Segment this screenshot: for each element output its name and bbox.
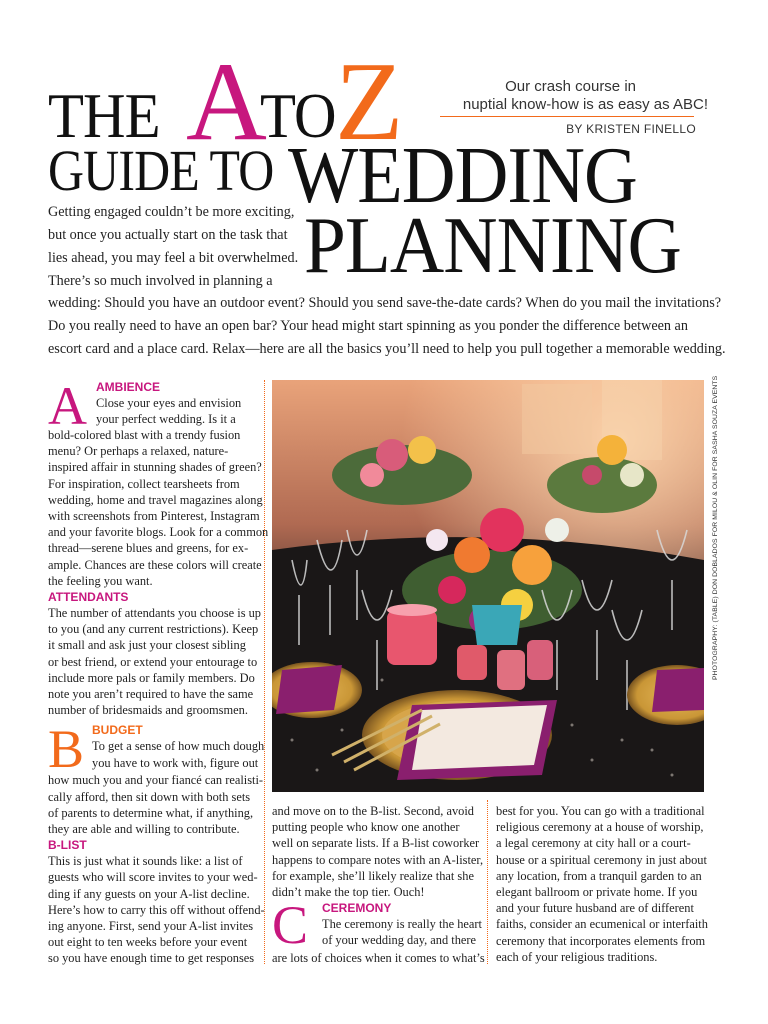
body-line: ceremony that incorporates elements from (496, 933, 706, 948)
body-line: For inspiration, collect tearsheets from (48, 476, 240, 491)
intro-line: but once you actually start on the task that (48, 227, 288, 243)
body-line: elegant ballroom or private home. If you (496, 885, 698, 900)
body-line: of your wedding day, and there (322, 933, 477, 948)
body-line: they are able and willing to contribute. (48, 822, 240, 837)
body-line: and your future husband are of different (496, 901, 694, 916)
body-line: number of bridesmaids and groomsmen. (48, 703, 248, 718)
title-letter-a: A (186, 40, 266, 164)
body-line: or best friend, or extend your entourage to (48, 654, 258, 669)
body-line: note you aren’t required to have the same (48, 687, 254, 702)
body-line: and move on to the B-list. Second, avoid (272, 804, 475, 818)
body-line: house or a spiritual ceremony in just about (496, 852, 707, 867)
heading-ceremony: CEREMONY (322, 901, 392, 916)
budget-block (48, 719, 265, 780)
body-line: religious ceremony at a house of worship, (496, 820, 704, 835)
body-line: out eight to ten weeks before your event (48, 935, 248, 950)
body-line: for example, she’ll likely realize that she (272, 868, 474, 883)
body-line: and your favorite blogs. Look for a common (48, 525, 269, 540)
column-3 (496, 803, 706, 965)
heading-attendants: ATTENDANTS (48, 590, 129, 605)
body-line: your perfect wedding. Is it a (96, 412, 236, 427)
intro-paragraph-top (48, 201, 299, 293)
title-to: TO (260, 80, 336, 151)
intro-line: Do you really need to have an open bar? Your head might start spinning as you ponder the difference between an (48, 318, 688, 334)
column-divider (264, 380, 265, 964)
tagline-divider (440, 116, 694, 117)
intro-line: escort card and a place card. Relax—here are all the basics you’ll need to help you pull together a memorable wedding. (48, 341, 726, 357)
body-line: wedding, home and travel magazines along (48, 492, 263, 507)
body-line: how much you and your fiancé can realisti- (48, 773, 264, 788)
body-line: ample. Chances are these colors will create (48, 557, 262, 572)
body-line: The number of attendants you choose is up (48, 606, 262, 621)
heading-ambience: AMBIENCE (96, 380, 161, 394)
byline: BY KRISTEN FINELLO (566, 122, 696, 136)
body-line: any location, from a tranquil garden to an (496, 868, 702, 883)
title-guide-to: GUIDE TO (48, 138, 274, 203)
body-line: each of your religious traditions. (496, 949, 658, 964)
photo-credit: PHOTOGRAPHY: (TABLE) DON DOBLADOS FOR MILOU & OLIN FOR SASHA SOUZA EVENTS (712, 375, 719, 680)
column-2 (272, 803, 485, 966)
body-line: Close your eyes and envision (96, 396, 242, 410)
heading-budget: BUDGET (92, 723, 143, 738)
body-line: inspired affair in stunning shades of green? (48, 460, 262, 475)
ceremony-block (272, 895, 482, 956)
tagline-line-2: nuptial know-how is as easy as ABC! (462, 96, 708, 113)
dropcap-a: A (48, 376, 87, 436)
body-line: so you have enough time to get responses (48, 951, 255, 966)
body-line: The ceremony is really the heart (322, 917, 482, 932)
body-line: with screenshots from Pinterest, Instagram (48, 509, 260, 524)
table-setting-photo (272, 380, 704, 792)
body-line: the feeling you want. (48, 573, 153, 588)
body-line: you have to work with, figure out (92, 755, 259, 770)
body-line: it small and ask just your closest sibling (48, 638, 246, 653)
body-line: menu? Or perhaps a relaxed, nature- (48, 444, 229, 459)
body-line: happens to compare notes with an A-lister, (272, 852, 484, 867)
intro-line: wedding: Should you have an outdoor event? Should you send save-the-date cards? When do you mail the invitations? (48, 295, 722, 311)
column-1 (48, 376, 269, 967)
title-the: THE (48, 80, 160, 151)
body-line: are lots of choices when it comes to what’s (272, 951, 485, 966)
intro-paragraph-bottom (48, 292, 726, 361)
body-line: To get a sense of how much dough (92, 739, 265, 754)
body-line: best for you. You can go with a traditional (496, 804, 705, 818)
title-wedding: WEDDING (288, 132, 637, 220)
body-line: Here’s how to carry this off without offend- (48, 902, 265, 917)
column-divider (487, 800, 488, 964)
tagline-line-1: Our crash course in (505, 78, 636, 95)
body-line: ing anyone. First, send your A-list invites (48, 919, 254, 934)
intro-line: Getting engaged couldn’t be more exciting, (48, 204, 295, 220)
body-line: well on separate lists. If a B-list coworker (272, 836, 480, 851)
body-line: a legal ceremony at city hall or a court- (496, 836, 691, 851)
body-line: This is just what it sounds like: a list of (48, 854, 243, 869)
heading-b-list: B-LIST (48, 838, 87, 853)
intro-line: There’s so much involved in planning a (48, 273, 273, 289)
body-line: cally afford, then sit down with both sets (48, 789, 251, 804)
body-line: bold-colored blast with a trendy fusion (48, 428, 241, 442)
dropcap-b: B (48, 719, 85, 780)
body-line: ding if any guests on your A-list decline. (48, 886, 250, 901)
body-line: faiths, consider an ecumenical or interfaith (496, 917, 708, 932)
dropcap-c: C (272, 895, 309, 956)
body-line: to you (and any current restrictions). Keep (48, 622, 259, 637)
intro-line: lies ahead, you may feel a bit overwhelmed. (48, 250, 299, 266)
body-line: thread—serene blues and greens, for ex- (48, 541, 249, 556)
table-setting-illustration (272, 380, 704, 792)
body-line: of parents to determine what, if anything, (48, 805, 254, 820)
title-letter-z: Z (335, 40, 403, 164)
body-line: include more pals or family members. Do (48, 670, 255, 685)
body-line: didn’t make the top tier. Ouch! (272, 885, 425, 900)
body-line: putting people who know one another (272, 820, 460, 835)
title-planning: PLANNING (304, 202, 681, 290)
body-line: guests who will score invites to your wed- (48, 870, 258, 885)
